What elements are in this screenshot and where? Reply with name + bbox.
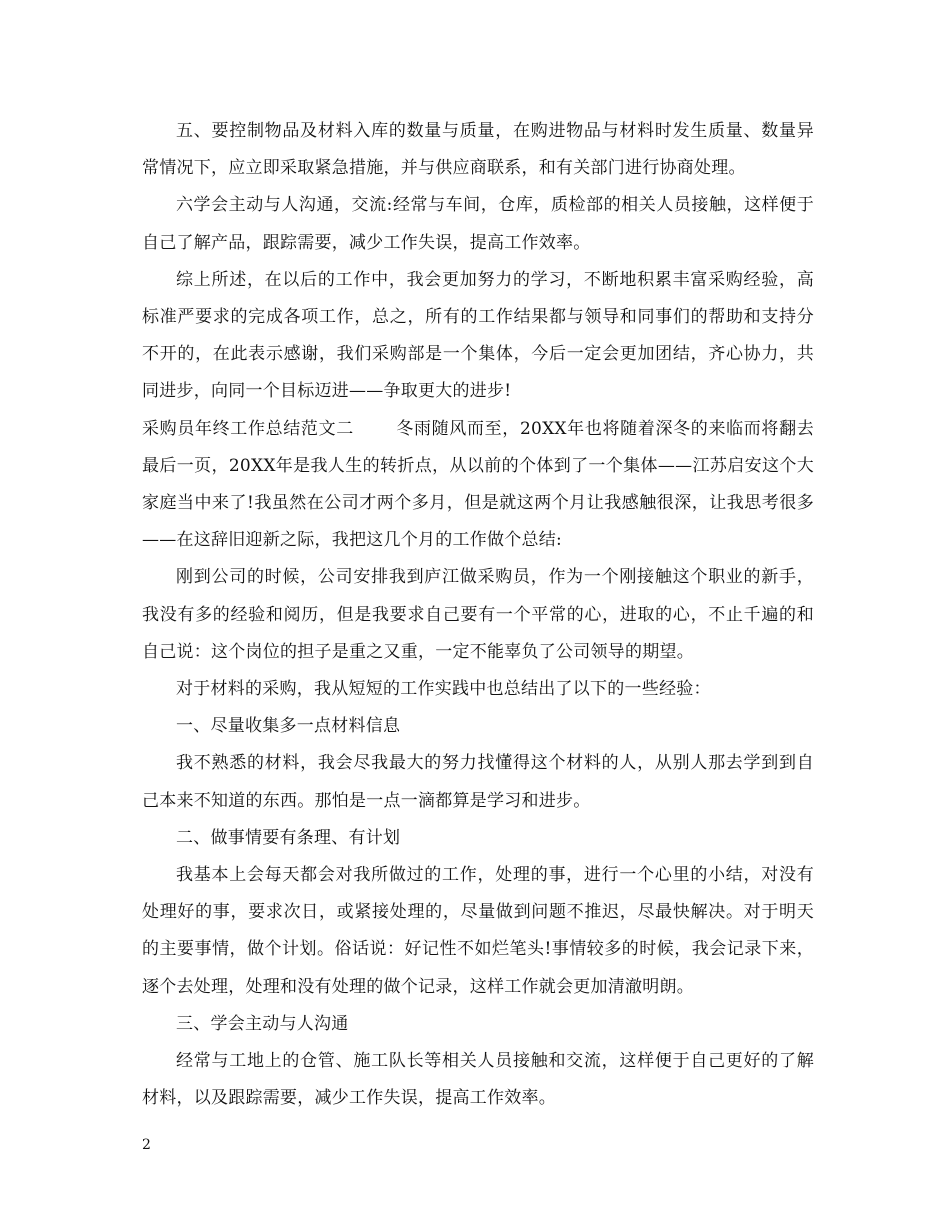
- section-heading-communication: 三、学会主动与人沟通: [176, 1013, 349, 1034]
- paragraph-site-communication: 经常与工地上的仓管、施工队长等相关人员接触和交流，这样便于自己更好的了解材料，以及跟踪需要，减少工作失误，提高工作效率。: [142, 1051, 814, 1109]
- paragraph-purchasing-experience: 对于材料的采购，我从短短的工作实践中也总结出了以下的一些经验：: [176, 679, 711, 700]
- paragraph-joining-company: 刚到公司的时候，公司安排我到庐江做采购员，作为一个刚接触这个职业的新手，我没有多的经验和阅历，但是我要求自己要有一个平常的心，进取的心，不止千遍的和自己说：这个岗位的担子是重之又重，一定不能辜负了公司领导的期望。: [142, 567, 814, 662]
- paragraph-inventory-control: 五、要控制物品及材料入库的数量与质量，在购进物品与材料时发生质量、数量异常情况下，应立即采取紧急措施，并与供应商联系，和有关部门进行协商处理。: [142, 121, 814, 179]
- paragraph-daily-review: 我基本上会每天都会对我所做过的工作，处理的事，进行一个心里的小结，对没有处理好的事，要求次日，或紧接处理的，尽量做到问题不推迟，尽最快解决。对于明天的主要事情，做个计划。俗话说：好记性不如烂笔头!事情较多的时候，我会记录下来，逐个去处理，处理和没有处理的做个记录，这样工作就会更加清澈明朗。: [142, 865, 814, 997]
- document-body: [142, 113, 814, 1117]
- paragraph-communication: 六学会主动与人沟通，交流:经常与车间，仓库，质检部的相关人员接触，这样便于自己了解产品，跟踪需要，减少工作失误，提高工作效率。: [142, 195, 814, 253]
- section-heading-collect-information: 一、尽量收集多一点材料信息: [176, 716, 401, 737]
- paragraph-learning-materials: 我不熟悉的材料，我会尽我最大的努力找懂得这个材料的人，从别人那去学到到自己本来不知道的东西。那怕是一点一滴都算是学习和进步。: [142, 753, 814, 811]
- page-number: 2: [142, 1137, 151, 1153]
- section-heading-organized-planning: 二、做事情要有条理、有计划: [176, 827, 401, 848]
- paragraph-summary: 综上所述，在以后的工作中，我会更加努力的学习，不断地积累丰富采购经验，高标准严要求的完成各项工作，总之，所有的工作结果都与领导和同事们的帮助和支持分不开的，在此表示感谢，我们采购部是一个集体，今后一定会更加团结，齐心协力，共同进步，向同一个目标迈进——争取更大的进步!: [142, 269, 814, 402]
- paragraph-sample-two-intro: 采购员年终工作总结范文二 冬雨随风而至，20XX年也将随着深冬的来临而将翻去最后一页，20XX年是我人生的转折点，从以前的个体到了一个集体——江苏启安这个大家庭当中来了!我虽然在公司才两个多月，但是就这两个月让我感触很深，让我思考很多——在这辞旧迎新之际，我把这几个月的工作做个总结:: [142, 418, 814, 551]
